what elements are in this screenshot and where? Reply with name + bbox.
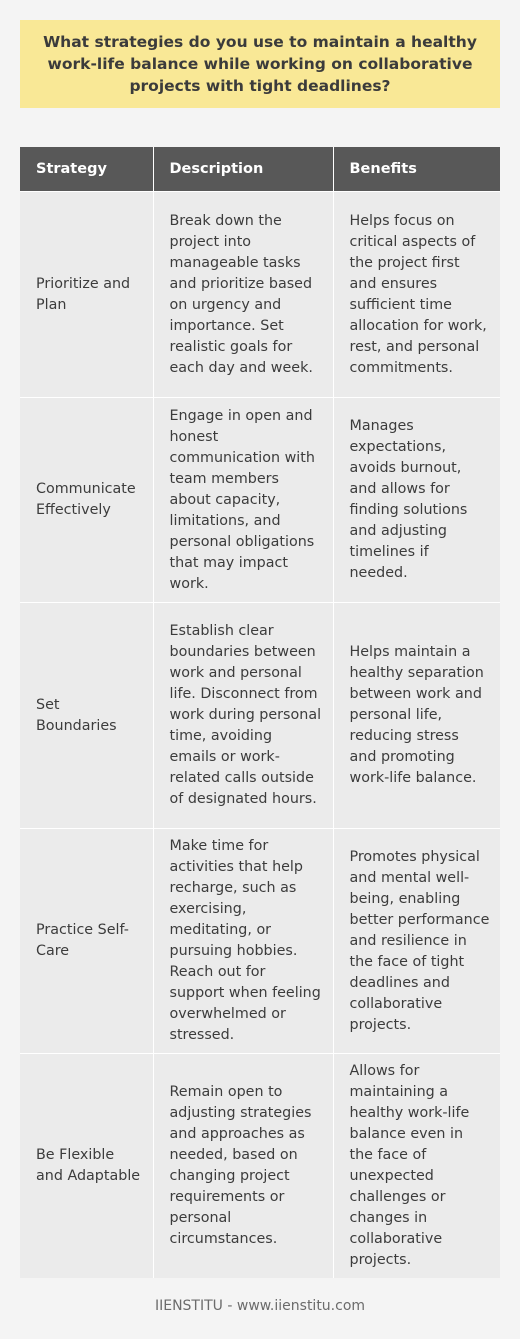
header-strategy: Strategy bbox=[20, 147, 153, 192]
strategy-cell: Communicate Effectively bbox=[20, 398, 153, 603]
table-row bbox=[20, 603, 500, 829]
strategy-table-container bbox=[20, 147, 500, 1278]
strategy-cell: Practice Self-Care bbox=[20, 829, 153, 1054]
description-cell: Engage in open and honest communication with team members about capacity, limitations, and personal obligations that may impact work. bbox=[153, 398, 333, 603]
strategy-cell: Prioritize and Plan bbox=[20, 192, 153, 398]
strategy-cell: Be Flexible and Adaptable bbox=[20, 1054, 153, 1279]
description-cell: Make time for activities that help recharge, such as exercising, meditating, or pursuing hobbies. Reach out for support when feeling overwhelmed or stressed. bbox=[153, 829, 333, 1054]
benefits-cell: Helps maintain a healthy separation between work and personal life, reducing stress and promoting work-life balance. bbox=[333, 603, 500, 829]
table-row bbox=[20, 398, 500, 603]
strategy-cell: Set Boundaries bbox=[20, 603, 153, 829]
footer-credit: IIENSTITU - www.iienstitu.com bbox=[154, 1298, 366, 1314]
table-row bbox=[20, 192, 500, 398]
title-box bbox=[20, 20, 500, 108]
header-description: Description bbox=[153, 147, 333, 192]
page-title: What strategies do you use to maintain a healthy work-life balance while working on collaborative projects with tight deadlines? bbox=[43, 33, 477, 95]
description-cell: Remain open to adjusting strategies and approaches as needed, based on changing project requirements or personal circumstances. bbox=[153, 1054, 333, 1279]
benefits-cell: Allows for maintaining a healthy work-life balance even in the face of unexpected challenges or changes in collaborative projects. bbox=[333, 1054, 500, 1279]
strategy-table bbox=[20, 147, 500, 1278]
table-header-row bbox=[20, 147, 500, 192]
header-benefits: Benefits bbox=[333, 147, 500, 192]
description-cell: Break down the project into manageable tasks and prioritize based on urgency and importance. Set realistic goals for each day and week. bbox=[153, 192, 333, 398]
benefits-cell: Promotes physical and mental well-being, enabling better performance and resilience in the face of tight deadlines and collaborative projects. bbox=[333, 829, 500, 1054]
description-cell: Establish clear boundaries between work and personal life. Disconnect from work during personal time, avoiding emails or work-related calls outside of designated hours. bbox=[153, 603, 333, 829]
benefits-cell: Manages expectations, avoids burnout, and allows for finding solutions and adjusting timelines if needed. bbox=[333, 398, 500, 603]
table-row bbox=[20, 829, 500, 1054]
benefits-cell: Helps focus on critical aspects of the project first and ensures sufficient time allocation for work, rest, and personal commitments. bbox=[333, 192, 500, 398]
table-row bbox=[20, 1054, 500, 1279]
